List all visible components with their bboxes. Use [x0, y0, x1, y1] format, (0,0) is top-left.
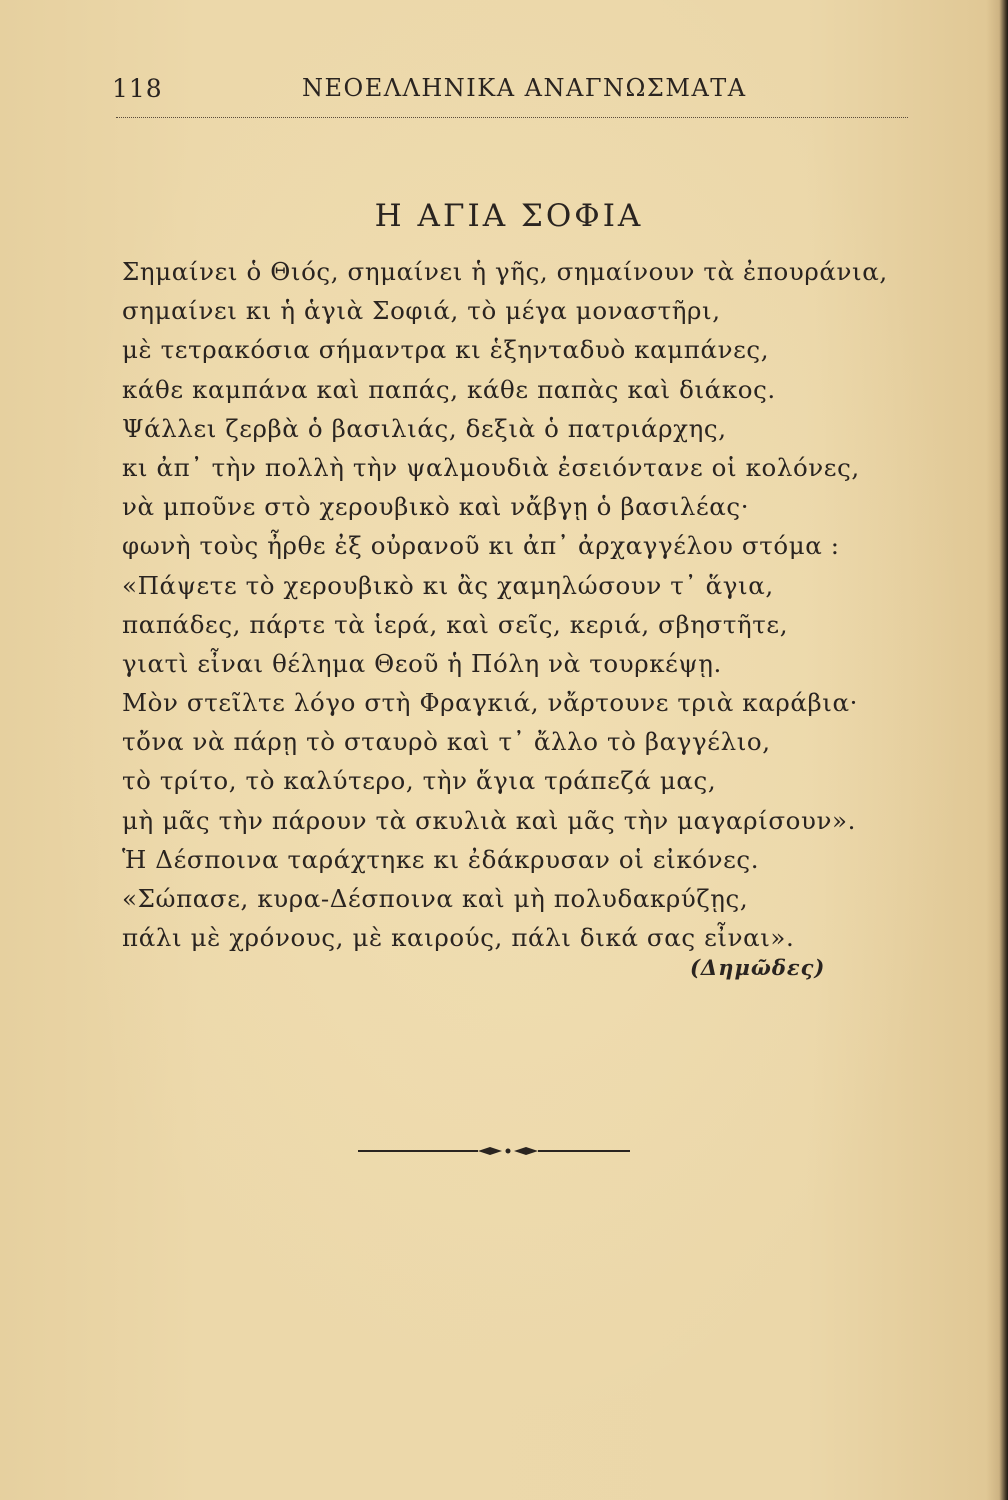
poem-line: μὲ τετρακόσια σήμαντρα κι ἑξηνταδυὸ καμπάνες,: [122, 335, 770, 365]
poem-line: Ψάλλει ζερβὰ ὁ βασιλιάς, δεξιὰ ὁ πατριάρχης,: [122, 413, 727, 443]
poem-body: [122, 252, 912, 957]
poem-line: Ἡ Δέσποινα ταράχτηκε κι ἐδάκρυσαν οἱ εἰκόνες.: [122, 844, 760, 874]
poem-line: μὴ μᾶς τὴν πάρουν τὰ σκυλιὰ καὶ μᾶς τὴν μαγαρίσουν».: [122, 805, 856, 835]
poem-line: κι ἀπ᾿ τὴν πολλὴ τὴν ψαλμουδιὰ ἐσειόντανε οἱ κολόνες,: [122, 452, 860, 482]
poem-line: Μὸν στεῖλτε λόγο στὴ Φραγκιά, νἄρτουνε τριὰ καράβια·: [122, 688, 858, 718]
running-title: ΝΕΟΕΛΛΗΝΙΚΑ ΑΝΑΓΝΩΣΜΑΤΑ: [302, 74, 747, 102]
poem-line: πάλι μὲ χρόνους, μὲ καιρούς, πάλι δικά σας εἶναι».: [122, 923, 795, 953]
poem-title: Η ΑΓΙΑ ΣΟΦΙΑ: [374, 198, 644, 234]
end-ornament: [358, 1143, 630, 1159]
poem-line: σημαίνει κι ἡ ἁγιὰ Σοφιά, τὸ μέγα μοναστῆρι,: [122, 296, 721, 326]
poem-line: νὰ μποῦνε στὸ χερουβικὸ καὶ νἄβγῃ ὁ βασιλέας·: [122, 492, 750, 522]
poem-line: «Πάψετε τὸ χερουβικὸ κι ἂς χαμηλώσουν τ᾿ ἅγια,: [122, 570, 774, 600]
poem-line: γιατὶ εἶναι θέλημα Θεοῦ ἡ Πόλη νὰ τουρκέψῃ.: [122, 648, 722, 678]
poem-line: παπάδες, πάρτε τὰ ἱερά, καὶ σεῖς, κεριά, σβηστῆτε,: [122, 609, 789, 639]
poem-line: τὸ τρίτο, τὸ καλύτερο, τὴν ἅγια τράπεζά μας,: [122, 766, 717, 796]
poem-line: Σημαίνει ὁ Θιός, σημαίνει ἡ γῆς, σημαίνουν τὰ ἐπουράνια,: [122, 257, 888, 286]
poem-line: «Σώπασε, κυρα-Δέσποινα καὶ μὴ πολυδακρύζῃς,: [122, 884, 749, 913]
poem-attribution: (Δημῶδες): [690, 955, 826, 980]
page-header: [112, 74, 912, 110]
poem-line: τὄνα νὰ πάρῃ τὸ σταυρὸ καὶ τ᾿ ἄλλο τὸ βαγγέλιο,: [122, 727, 771, 757]
poem-line: φωνὴ τοὺς ἦρθε ἐξ οὐρανοῦ κι ἀπ᾿ ἀρχαγγέλου στόμα :: [122, 531, 840, 561]
poem-line: κάθε καμπάνα καὶ παπάς, κάθε παπὰς καὶ διάκος.: [122, 374, 776, 404]
page-number: 118: [112, 74, 163, 103]
header-divider: [116, 117, 908, 118]
